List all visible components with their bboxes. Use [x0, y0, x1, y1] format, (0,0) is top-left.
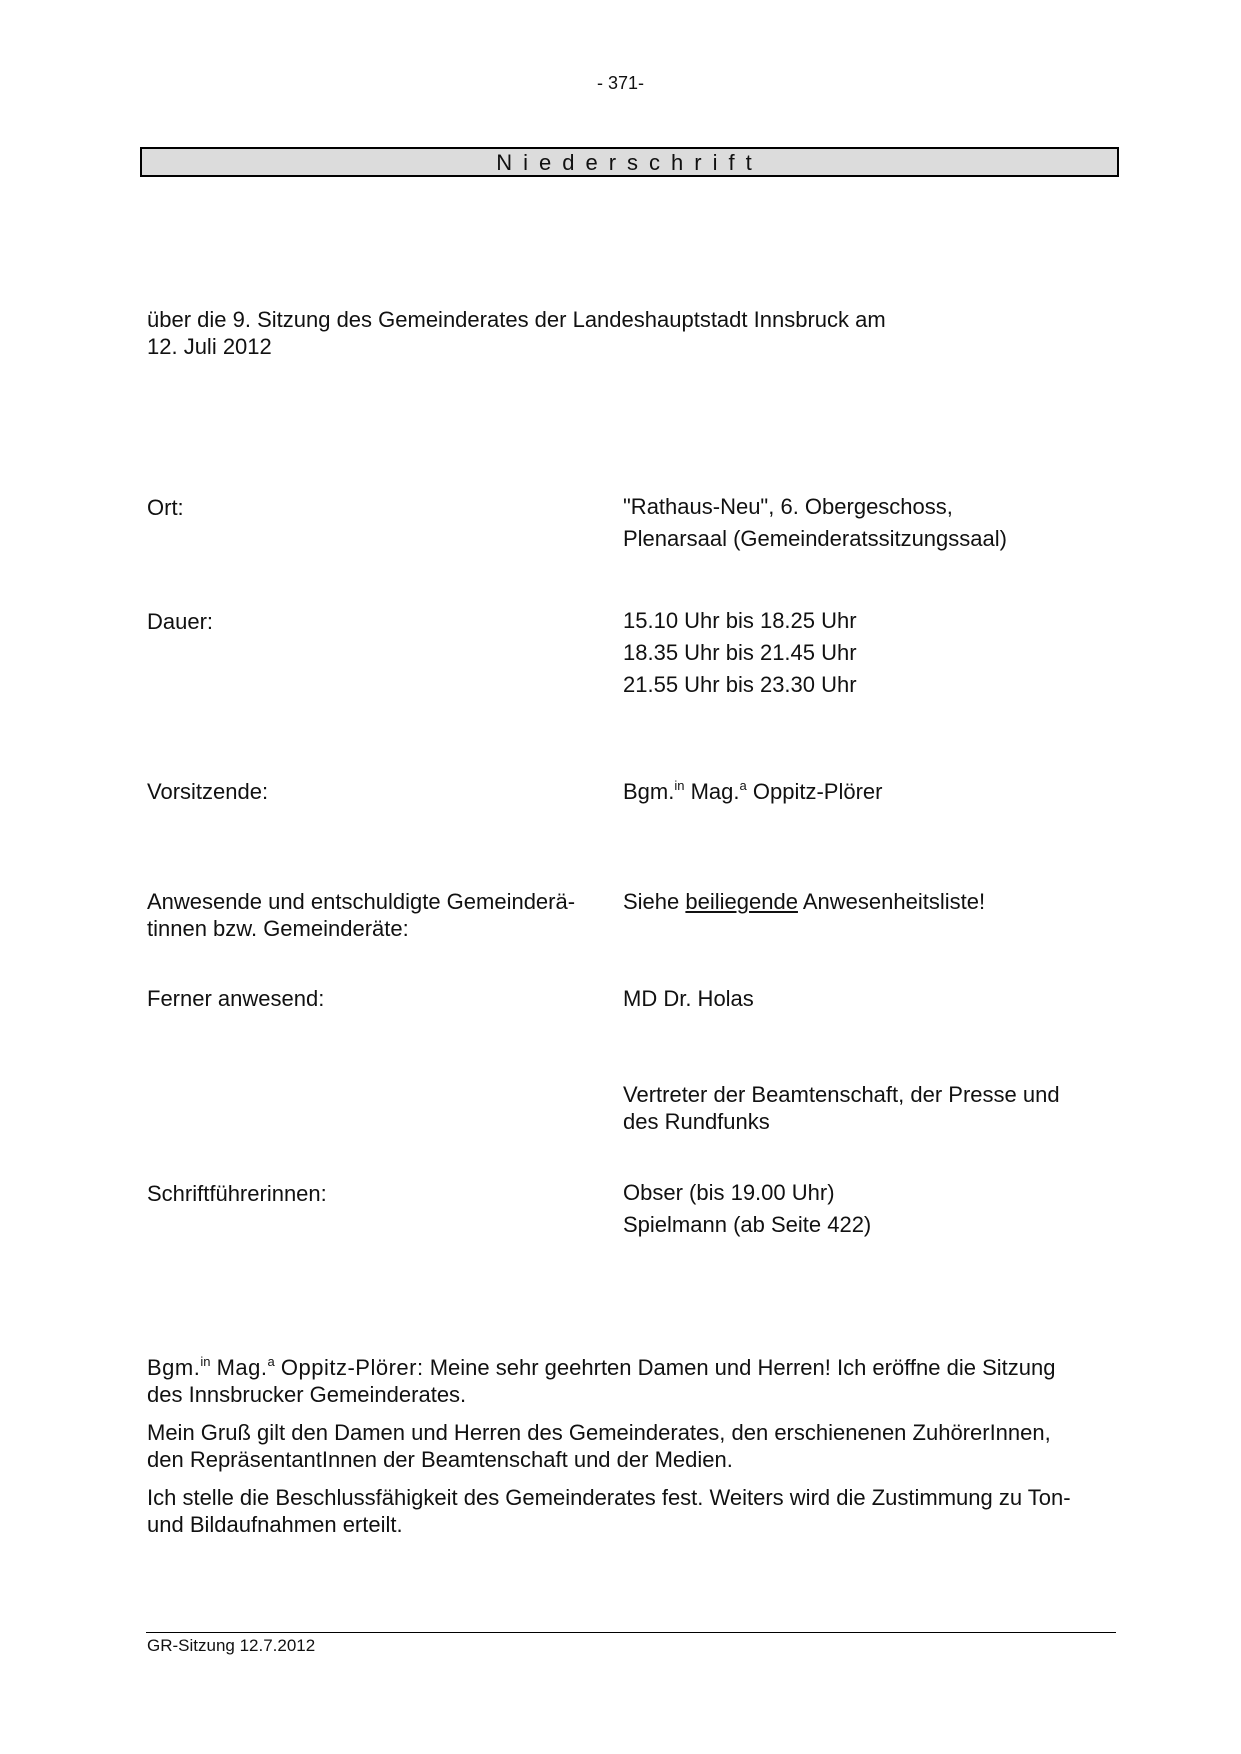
- speaker-mag: Mag.: [216, 1355, 268, 1380]
- speech-line: Mein Gruß gilt den Damen und Herren des Gemeinderates, den erschienenen ZuhörerInnen,: [147, 1420, 1051, 1445]
- vorsitzende-value: [623, 778, 1123, 805]
- ferner-extra: [623, 1081, 1123, 1135]
- schriftfuehrer-label: Schriftführerinnen:: [147, 1181, 327, 1206]
- ferner-extra-line: des Rundfunks: [623, 1109, 770, 1134]
- ort-line: Plenarsaal (Gemeinderatssitzungssaal): [623, 526, 1007, 551]
- dauer-line: 21.55 Uhr bis 23.30 Uhr: [623, 672, 857, 697]
- speech-text: Meine sehr geehrten Damen und Herren! Ich eröffne die Sitzung: [429, 1355, 1056, 1380]
- title-bgm: Bgm.: [623, 779, 675, 804]
- speech-paragraph-1: [147, 1354, 1107, 1408]
- speech-line: [147, 1354, 1107, 1381]
- speaker-bgm-suffix: in: [200, 1354, 211, 1369]
- speech-line: Ich stelle die Beschlussfähigkeit des Gemeinderates fest. Weiters wird die Zustimmung zu Ton-: [147, 1485, 1071, 1510]
- title-mag: Mag.: [690, 779, 740, 804]
- speech-paragraph-3: [147, 1484, 1107, 1538]
- ort-label: Ort:: [147, 495, 184, 520]
- intro-date: 12. Juli 2012: [147, 334, 272, 359]
- document-title: Niederschrift: [140, 147, 1119, 177]
- dauer-line: 18.35 Uhr bis 21.45 Uhr: [623, 640, 857, 665]
- footer-text: GR-Sitzung 12.7.2012: [147, 1636, 316, 1655]
- schriftfuehrer-line: Obser (bis 19.00 Uhr): [623, 1180, 835, 1205]
- chair-name: Oppitz-Plörer: [752, 779, 883, 804]
- dauer-value: [623, 605, 1123, 701]
- footer-divider: [146, 1632, 1116, 1633]
- anwesende-label: [147, 888, 607, 942]
- speech-line: des Innsbrucker Gemeinderates.: [147, 1382, 467, 1407]
- speaker-bgm: Bgm.: [147, 1355, 201, 1380]
- title-mag-suffix: a: [739, 778, 747, 793]
- vorsitzende-label: Vorsitzende:: [147, 779, 269, 804]
- schriftfuehrer-value: [623, 1177, 1123, 1241]
- anwesende-text: Siehe: [623, 889, 680, 914]
- ferner-label: Ferner anwesend:: [147, 986, 325, 1011]
- speech-paragraph-2: [147, 1419, 1107, 1473]
- intro-line: über die 9. Sitzung des Gemeinderates der Landeshauptstadt Innsbruck am: [147, 307, 886, 332]
- anwesende-label-line: Anwesende und entschuldigte Gemeinderä-: [147, 889, 576, 914]
- ort-line: "Rathaus-Neu", 6. Obergeschoss,: [623, 494, 953, 519]
- ort-value: [623, 491, 1123, 555]
- speaker-name: Oppitz-Plörer:: [280, 1355, 424, 1380]
- beiliegende-link[interactable]: beiliegende: [685, 889, 798, 914]
- schriftfuehrer-line: Spielmann (ab Seite 422): [623, 1212, 872, 1237]
- title-bgm-suffix: in: [674, 778, 685, 793]
- dauer-line: 15.10 Uhr bis 18.25 Uhr: [623, 608, 857, 633]
- dauer-label: Dauer:: [147, 609, 214, 634]
- anwesende-value: [623, 888, 1123, 915]
- anwesende-text: Anwesenheitsliste!: [802, 889, 986, 914]
- intro-text: [147, 306, 1107, 360]
- speaker-mag-suffix: a: [267, 1354, 275, 1369]
- page-number: - 371-: [596, 73, 645, 93]
- ferner-extra-line: Vertreter der Beamtenschaft, der Presse und: [623, 1082, 1060, 1107]
- anwesende-label-line: tinnen bzw. Gemeinderäte:: [147, 916, 409, 941]
- ferner-value: MD Dr. Holas: [623, 986, 754, 1011]
- speech-line: den RepräsentantInnen der Beamtenschaft und der Medien.: [147, 1447, 733, 1472]
- speech-line: und Bildaufnahmen erteilt.: [147, 1512, 403, 1537]
